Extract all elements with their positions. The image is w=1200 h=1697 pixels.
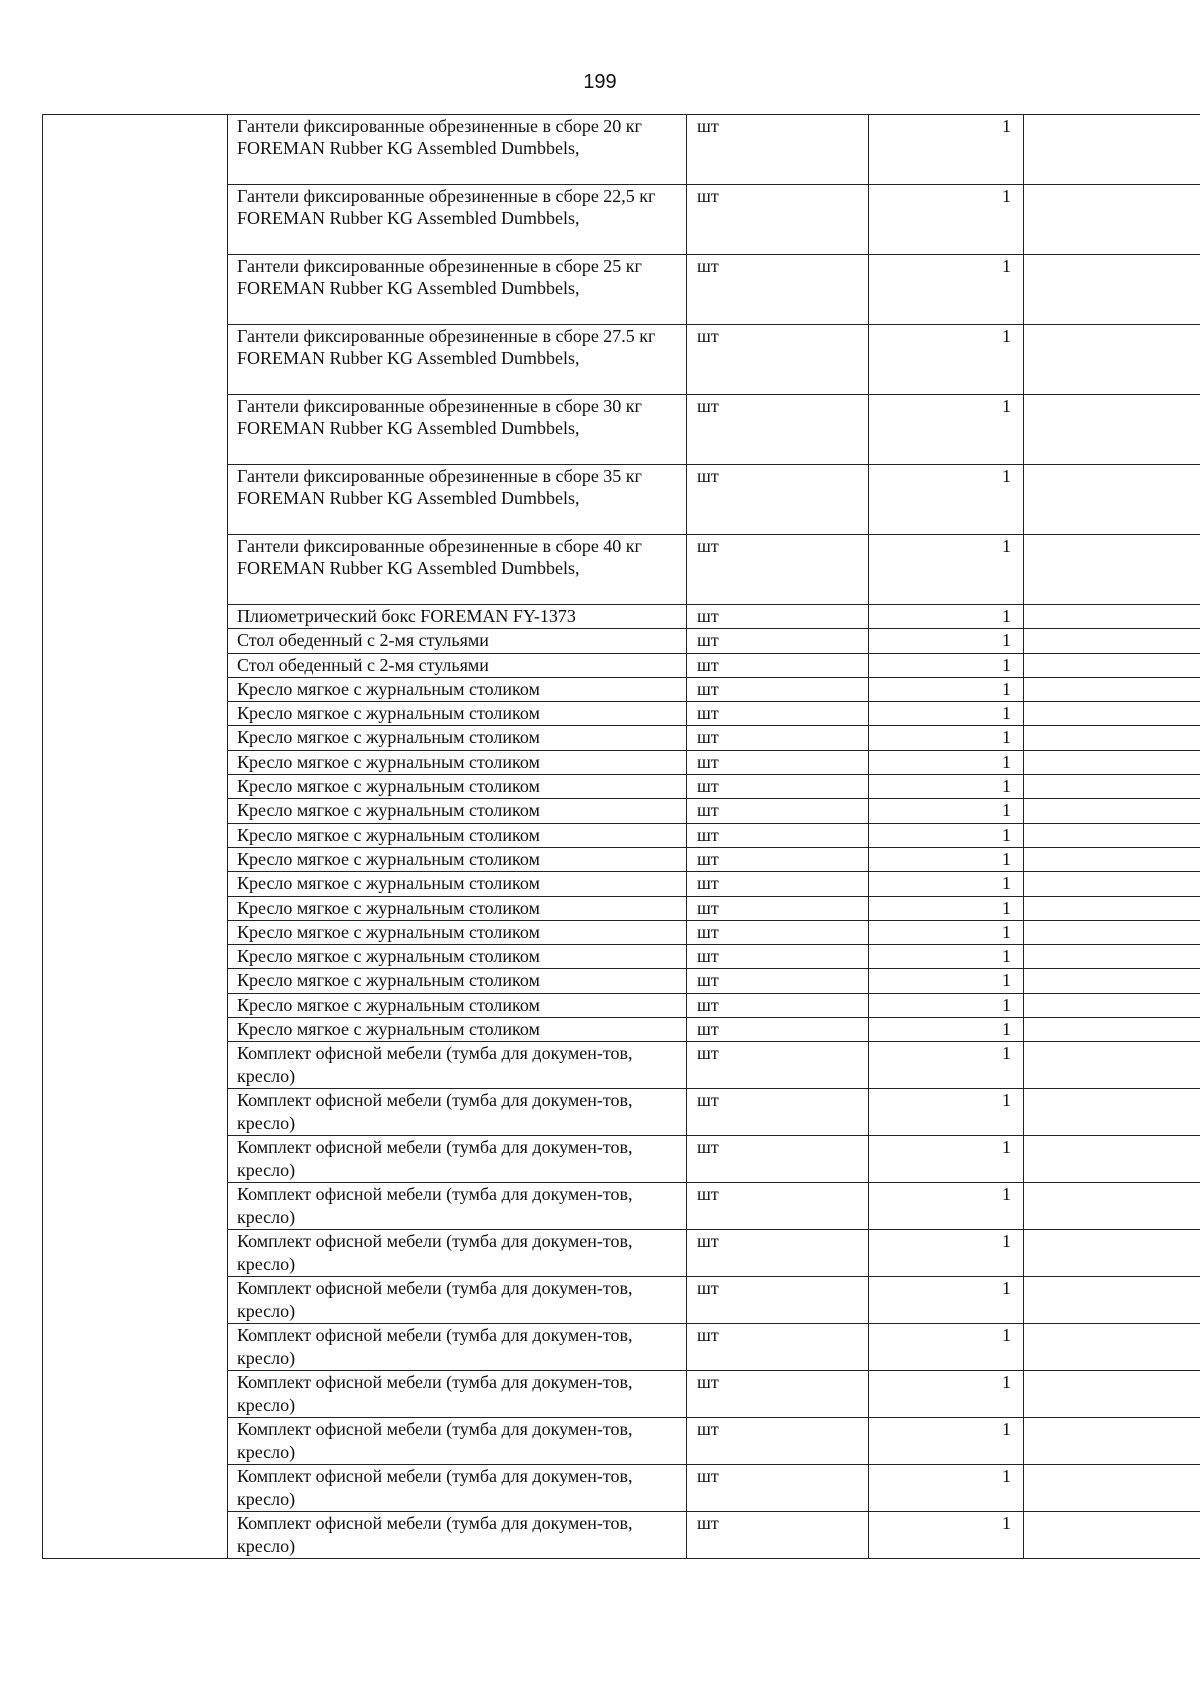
quantity-cell: 1 <box>869 726 1024 750</box>
unit-cell: шт <box>687 1418 869 1465</box>
quantity-cell: 1 <box>869 702 1024 726</box>
quantity-cell: 1 <box>869 1418 1024 1465</box>
unit-cell: шт <box>687 823 869 847</box>
note-cell <box>1024 535 1200 605</box>
quantity-cell: 1 <box>869 823 1024 847</box>
unit-cell: шт <box>687 115 869 185</box>
unit-cell: шт <box>687 896 869 920</box>
quantity-cell: 1 <box>869 993 1024 1017</box>
unit-cell: шт <box>687 1183 869 1230</box>
unit-cell: шт <box>687 395 869 465</box>
note-cell <box>1024 1183 1200 1230</box>
unit-cell: шт <box>687 1465 869 1512</box>
quantity-cell: 1 <box>869 653 1024 677</box>
unit-cell: шт <box>687 1042 869 1089</box>
quantity-cell: 1 <box>869 677 1024 701</box>
unit-cell: шт <box>687 775 869 799</box>
unit-cell: шт <box>687 1230 869 1277</box>
item-name-cell: Комплект офисной мебели (тумба для докумен-тов, кресло) <box>228 1089 687 1136</box>
unit-cell: шт <box>687 677 869 701</box>
note-cell <box>1024 629 1200 653</box>
note-cell <box>1024 1136 1200 1183</box>
unit-cell: шт <box>687 1512 869 1559</box>
item-name-cell: Комплект офисной мебели (тумба для докумен-тов, кресло) <box>228 1183 687 1230</box>
item-name-cell: Кресло мягкое с журнальным столиком <box>228 896 687 920</box>
quantity-cell: 1 <box>869 605 1024 629</box>
note-cell <box>1024 653 1200 677</box>
quantity-cell: 1 <box>869 1018 1024 1042</box>
quantity-cell: 1 <box>869 969 1024 993</box>
item-name-cell: Стол обеденный с 2-мя стульями <box>228 629 687 653</box>
item-name-cell: Комплект офисной мебели (тумба для докумен-тов, кресло) <box>228 1042 687 1089</box>
quantity-cell: 1 <box>869 1183 1024 1230</box>
unit-cell: шт <box>687 605 869 629</box>
note-cell <box>1024 1324 1200 1371</box>
note-cell <box>1024 395 1200 465</box>
item-name-cell: Кресло мягкое с журнальным столиком <box>228 677 687 701</box>
quantity-cell: 1 <box>869 1089 1024 1136</box>
item-name-cell: Кресло мягкое с журнальным столиком <box>228 799 687 823</box>
unit-cell: шт <box>687 1371 869 1418</box>
quantity-cell: 1 <box>869 1277 1024 1324</box>
note-cell <box>1024 1018 1200 1042</box>
item-name-cell: Кресло мягкое с журнальным столиком <box>228 750 687 774</box>
note-cell <box>1024 325 1200 395</box>
table-body <box>43 115 1200 1559</box>
unit-cell: шт <box>687 1136 869 1183</box>
note-cell <box>1024 847 1200 871</box>
item-name-cell: Комплект офисной мебели (тумба для докумен-тов, кресло) <box>228 1230 687 1277</box>
quantity-cell: 1 <box>869 395 1024 465</box>
quantity-cell: 1 <box>869 1512 1024 1559</box>
item-name-cell: Кресло мягкое с журнальным столиком <box>228 993 687 1017</box>
note-cell <box>1024 677 1200 701</box>
quantity-cell: 1 <box>869 1042 1024 1089</box>
unit-cell: шт <box>687 799 869 823</box>
quantity-cell: 1 <box>869 847 1024 871</box>
quantity-cell: 1 <box>869 1465 1024 1512</box>
item-name-cell: Кресло мягкое с журнальным столиком <box>228 726 687 750</box>
inventory-table <box>42 114 1200 1559</box>
note-cell <box>1024 605 1200 629</box>
quantity-cell: 1 <box>869 872 1024 896</box>
quantity-cell: 1 <box>869 255 1024 325</box>
item-name-cell: Комплект офисной мебели (тумба для докумен-тов, кресло) <box>228 1324 687 1371</box>
unit-cell: шт <box>687 653 869 677</box>
unit-cell: шт <box>687 872 869 896</box>
item-name-cell: Комплект офисной мебели (тумба для докумен-тов, кресло) <box>228 1277 687 1324</box>
quantity-cell: 1 <box>869 945 1024 969</box>
note-cell <box>1024 1418 1200 1465</box>
note-cell <box>1024 1230 1200 1277</box>
item-name-cell: Гантели фиксированные обрезиненные в сборе 20 кг FOREMAN Rubber KG Assembled Dumbbels, <box>228 115 687 185</box>
unit-cell: шт <box>687 1018 869 1042</box>
unit-cell: шт <box>687 702 869 726</box>
unit-cell: шт <box>687 847 869 871</box>
item-name-cell: Комплект офисной мебели (тумба для докумен-тов, кресло) <box>228 1512 687 1559</box>
table-row <box>43 115 1200 185</box>
item-name-cell: Комплект офисной мебели (тумба для докумен-тов, кресло) <box>228 1465 687 1512</box>
item-name-cell: Кресло мягкое с журнальным столиком <box>228 969 687 993</box>
item-name-cell: Кресло мягкое с журнальным столиком <box>228 823 687 847</box>
item-name-cell: Комплект офисной мебели (тумба для докумен-тов, кресло) <box>228 1136 687 1183</box>
quantity-cell: 1 <box>869 1230 1024 1277</box>
note-cell <box>1024 823 1200 847</box>
note-cell <box>1024 255 1200 325</box>
note-cell <box>1024 750 1200 774</box>
quantity-cell: 1 <box>869 535 1024 605</box>
quantity-cell: 1 <box>869 629 1024 653</box>
item-name-cell: Комплект офисной мебели (тумба для докумен-тов, кресло) <box>228 1418 687 1465</box>
quantity-cell: 1 <box>869 465 1024 535</box>
note-cell <box>1024 185 1200 255</box>
note-cell <box>1024 1465 1200 1512</box>
quantity-cell: 1 <box>869 750 1024 774</box>
unit-cell: шт <box>687 465 869 535</box>
note-cell <box>1024 993 1200 1017</box>
item-name-cell: Гантели фиксированные обрезиненные в сборе 35 кг FOREMAN Rubber KG Assembled Dumbbels, <box>228 465 687 535</box>
note-cell <box>1024 115 1200 185</box>
unit-cell: шт <box>687 1324 869 1371</box>
item-name-cell: Кресло мягкое с журнальным столиком <box>228 702 687 726</box>
note-cell <box>1024 726 1200 750</box>
note-cell <box>1024 799 1200 823</box>
note-cell <box>1024 872 1200 896</box>
quantity-cell: 1 <box>869 896 1024 920</box>
quantity-cell: 1 <box>869 325 1024 395</box>
unit-cell: шт <box>687 535 869 605</box>
quantity-cell: 1 <box>869 115 1024 185</box>
unit-cell: шт <box>687 1277 869 1324</box>
item-name-cell: Гантели фиксированные обрезиненные в сборе 22,5 кг FOREMAN Rubber KG Assembled Dumbbels, <box>228 185 687 255</box>
item-name-cell: Стол обеденный с 2-мя стульями <box>228 653 687 677</box>
page-number: 199 <box>583 71 617 93</box>
note-cell <box>1024 1371 1200 1418</box>
item-name-cell: Гантели фиксированные обрезиненные в сборе 30 кг FOREMAN Rubber KG Assembled Dumbbels, <box>228 395 687 465</box>
unit-cell: шт <box>687 629 869 653</box>
quantity-cell: 1 <box>869 920 1024 944</box>
unit-cell: шт <box>687 920 869 944</box>
item-name-cell: Кресло мягкое с журнальным столиком <box>228 1018 687 1042</box>
unit-cell: шт <box>687 945 869 969</box>
note-cell <box>1024 920 1200 944</box>
unit-cell: шт <box>687 993 869 1017</box>
note-cell <box>1024 896 1200 920</box>
unit-cell: шт <box>687 969 869 993</box>
unit-cell: шт <box>687 325 869 395</box>
note-cell <box>1024 465 1200 535</box>
unit-cell: шт <box>687 255 869 325</box>
note-cell <box>1024 1089 1200 1136</box>
unit-cell: шт <box>687 726 869 750</box>
item-name-cell: Гантели фиксированные обрезиненные в сборе 27.5 кг FOREMAN Rubber KG Assembled Dumbbels, <box>228 325 687 395</box>
note-cell <box>1024 945 1200 969</box>
item-name-cell: Кресло мягкое с журнальным столиком <box>228 872 687 896</box>
item-name-cell: Кресло мягкое с журнальным столиком <box>228 945 687 969</box>
quantity-cell: 1 <box>869 1371 1024 1418</box>
note-cell <box>1024 1512 1200 1559</box>
quantity-cell: 1 <box>869 775 1024 799</box>
note-cell <box>1024 775 1200 799</box>
item-name-cell: Гантели фиксированные обрезиненные в сборе 40 кг FOREMAN Rubber KG Assembled Dumbbels, <box>228 535 687 605</box>
note-cell <box>1024 702 1200 726</box>
note-cell <box>1024 969 1200 993</box>
item-name-cell: Комплект офисной мебели (тумба для докумен-тов, кресло) <box>228 1371 687 1418</box>
item-name-cell: Кресло мягкое с журнальным столиком <box>228 920 687 944</box>
unit-cell: шт <box>687 1089 869 1136</box>
note-cell <box>1024 1042 1200 1089</box>
item-name-cell: Плиометрический бокс FOREMAN FY-1373 <box>228 605 687 629</box>
unit-cell: шт <box>687 750 869 774</box>
item-name-cell: Кресло мягкое с журнальным столиком <box>228 847 687 871</box>
item-name-cell: Гантели фиксированные обрезиненные в сборе 25 кг FOREMAN Rubber KG Assembled Dumbbels, <box>228 255 687 325</box>
note-cell <box>1024 1277 1200 1324</box>
empty-merged-cell <box>43 115 228 1559</box>
quantity-cell: 1 <box>869 1136 1024 1183</box>
quantity-cell: 1 <box>869 185 1024 255</box>
quantity-cell: 1 <box>869 1324 1024 1371</box>
unit-cell: шт <box>687 185 869 255</box>
quantity-cell: 1 <box>869 799 1024 823</box>
item-name-cell: Кресло мягкое с журнальным столиком <box>228 775 687 799</box>
